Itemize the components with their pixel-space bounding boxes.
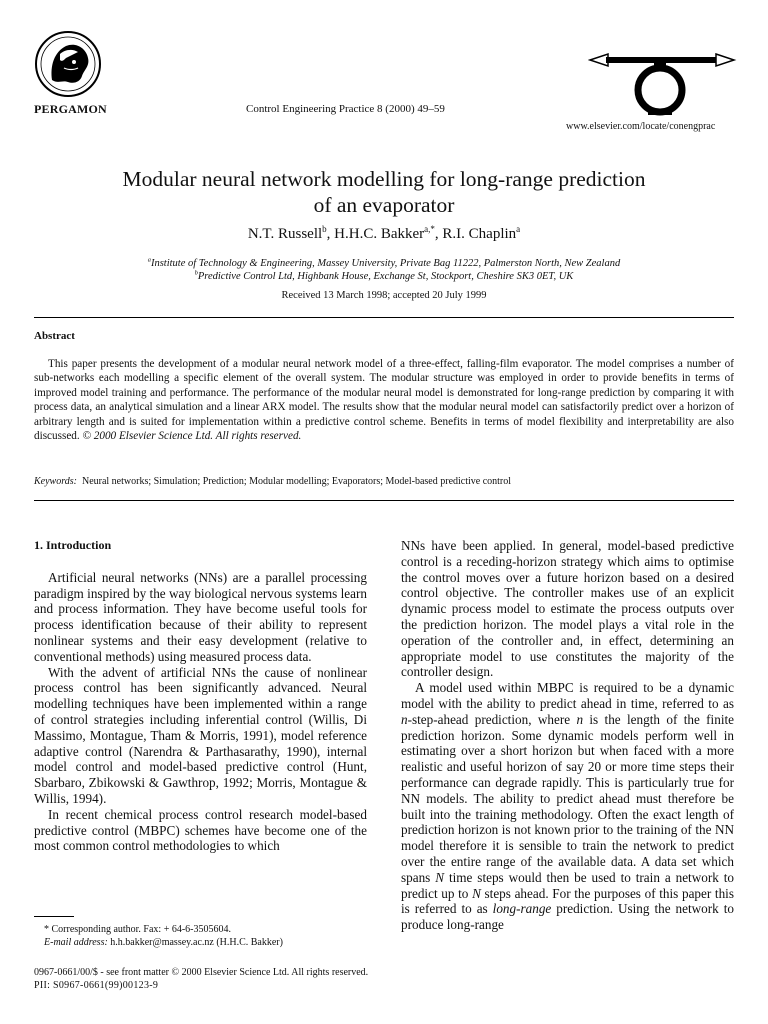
abstract-text: This paper presents the development of a modular neural network model of a three-effect, falling-film evaporator. The model comprises a number of sub-networks each modelling a specific element of the overall system. The modular structure was employed in order to provide benefits in terms of improved model training and performance. The performance of the modular neural model is demonstrated for long-range prediction by comparing it with process data, an analytical simulation and a linear ARX model. The results show that the modular neural model can satisfactorily predict over a horizon of arbitrary length and is suited for implementation within a predictive control scheme. Benefits in terms of model flexibility and interpretability are also discussed. [34, 358, 734, 443]
affiliation-b [0, 271, 768, 282]
front-matter-line: 0967-0661/00/$ - see front matter © 2000 Elsevier Science Ltd. All rights reserved. [34, 967, 369, 978]
title-line-2: of an evaporator [313, 193, 455, 217]
math-var: N [435, 869, 445, 885]
paragraph: In recent chemical process control research model-based predictive control (MBPC) schemes have become one of the most common control methodologies to which [34, 806, 367, 854]
text-run: steps ahead. For the purposes of this paper this is referred to as [401, 885, 734, 917]
text-run: A model used within MBPC is required to be a dynamic model with the ability to predict ahead in time, referred to as [401, 680, 734, 711]
paragraph: With the advent of artificial NNs the cause of nonlinear process control has been significantly advanced. Neural modelling techniques have been implemented within a range of control strategies including inferential control (Willis, Di Massimo, Montague, Tham & Morris, 1991), model reference adaptive control (Narendra & Parthasarathy, 1990), internal model control and model-based predictive control (Hunt, Sbarbaro, Zbikowski & Gawthrop, 1992; Morris, Montague & Willis, 1994). [34, 664, 367, 806]
journal-emblem-icon [588, 52, 738, 116]
pergamon-logo [34, 30, 102, 98]
text-run: -step-ahead prediction, where [407, 711, 577, 727]
corresponding-author: * Corresponding author. Fax: + 64-6-3505604. [44, 924, 232, 935]
divider-bottom [34, 500, 734, 501]
affiliation-b-text: Predictive Control Ltd, Highbank House, Exchange St, Stockport, Cheshire SK3 0ET, UK [197, 271, 574, 282]
email-address[interactable]: h.h.bakker@massey.ac.nz (H.H.C. Bakker) [107, 937, 283, 948]
journal-citation: Control Engineering Practice 8 (2000) 49–59 [246, 103, 445, 115]
pii-line: PII: S0967-0661(99)00123-9 [34, 980, 159, 991]
body-column-right [401, 538, 734, 933]
section-heading: 1. Introduction [34, 538, 112, 552]
author-3: , R.I. Chaplin [434, 226, 517, 242]
keywords-label: Keywords: [34, 476, 77, 487]
text-run: prediction. Using the network to produce long-range [401, 901, 734, 933]
publisher-name: PERGAMON [34, 102, 107, 116]
author-3-affil: a [516, 224, 521, 234]
journal-url[interactable]: www.elsevier.com/locate/conengprac [566, 121, 716, 132]
author-2: , H.H.C. Bakker [326, 226, 425, 242]
math-var: n [401, 711, 408, 727]
email-line [44, 936, 283, 949]
keywords [34, 476, 511, 487]
math-var: N [472, 885, 481, 901]
body-column-left [34, 538, 367, 854]
received-dates: Received 13 March 1998; accepted 20 July 1999 [281, 290, 487, 301]
text-run: is the length of the finite prediction horizon. Some dynamic models perform well in estimating over a short horizon but when faced with a more realistic and useful horizon of say 20 or more time steps their performance can degrade rapidly. This is particularly true for NN models. The ability to predict ahead must therefore be built into the training methodology. Often the exact length of prediction horizon is not known prior to the training of the NN model therefore it is sensible to train the network to predict over the entire range of the available data. A data set which spans [401, 711, 734, 885]
author-list [0, 226, 768, 243]
email-label: E-mail address: [44, 937, 108, 948]
paragraph: NNs have been applied. In general, model-based predictive control is a receding-horizon strategy which aims to optimise the control moves over a future horizon based on a desired control objective. The controller makes use of an explicit dynamic process model to estimate the process outputs over the prediction horizon. The model plays a vital role in the operation of the controller and, in effect, determining an appropriate model to use constitutes the majority of the controller design. [401, 538, 734, 680]
divider-top [34, 317, 734, 318]
paragraph: Artificial neural networks (NNs) are a parallel processing paradigm inspired by the way biological nervous systems learn and process information. They have become useful tools for process identification because of their ability to represent nonlinear systems and their easy development (relative to conventional methods) using measured process data. [34, 569, 367, 664]
paper-title [40, 166, 728, 218]
author-1-affil: b [322, 224, 327, 234]
affiliation-b-mark: b [194, 269, 198, 277]
affiliation-a-mark: a [147, 256, 151, 264]
footnote-rule [34, 916, 74, 917]
abstract-heading: Abstract [34, 330, 75, 342]
abstract-body [34, 357, 734, 443]
paragraph [401, 680, 734, 933]
affiliation-a [0, 258, 768, 269]
abstract-copyright: © 2000 Elsevier Science Ltd. All rights reserved. [82, 430, 302, 443]
text-run: time steps would then be used to train a network to predict up to [401, 869, 734, 901]
keywords-text: Neural networks; Simulation; Prediction; Modular modelling; Evaporators; Model-based predictive control [81, 476, 512, 487]
math-var: n [576, 711, 584, 727]
author-2-affil: a,* [424, 224, 435, 234]
affiliation-a-text: Institute of Technology & Engineering, Massey University, Private Bag 11222, Palmerston North, New Zealand [150, 258, 621, 269]
emphasis: long-range [492, 901, 552, 917]
author-1: N.T. Russell [247, 226, 323, 242]
footnote [44, 923, 283, 949]
title-line-1: Modular neural network modelling for long-range prediction [122, 167, 646, 191]
